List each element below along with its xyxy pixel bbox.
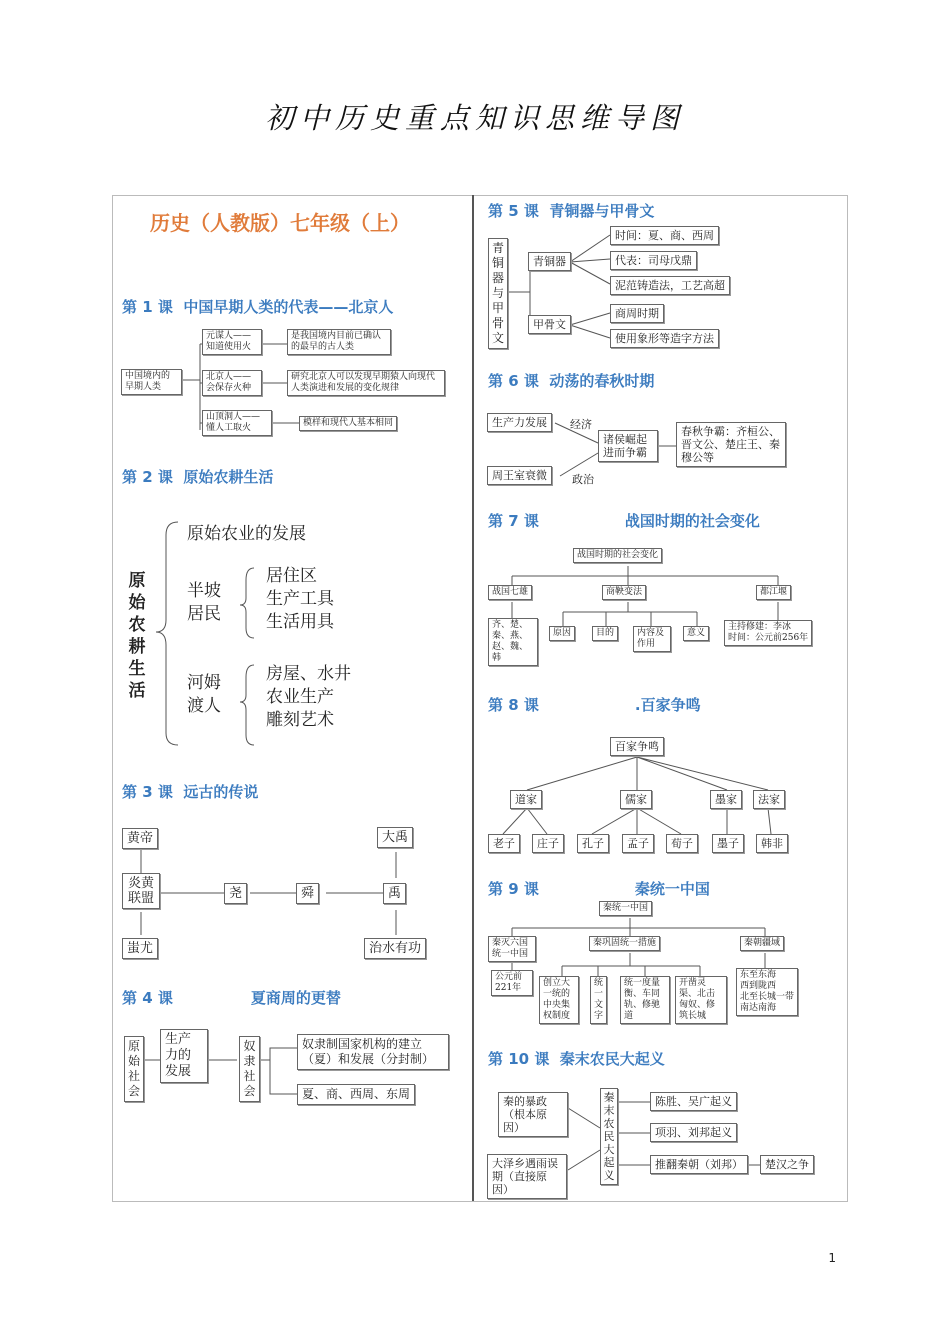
l1-root: 中国境内的早期人类 [121,369,182,395]
l8-root: 百家争鸣 [610,737,664,756]
lesson-number: 第 3 课 [122,783,173,801]
lesson-5-heading [488,200,654,221]
l7-neirong: 内容及作用 [633,626,671,652]
l2-hemudu-items: 房屋、水井 农业生产 雕刻艺术 [266,664,351,730]
l2-banpo-items: 居住区 生产工具 生活用具 [266,566,334,632]
l8-hanfei: 韩非 [756,834,788,853]
page-title: 初中历史重点知识思维导图 [264,101,685,135]
l5-qingtong: 青铜器 [528,252,571,271]
lesson-number: 第 4 课 [122,989,173,1007]
lesson-7-heading [488,510,760,531]
l7-yuanyin: 原因 [549,626,575,641]
l3-yanhuang: 炎黄联盟 [122,873,160,909]
lesson-name: 中国早期人类的代表——北京人 [183,298,394,316]
l3-zhishui: 治水有功 [364,938,426,959]
lesson-name: 原始农耕生活 [183,468,274,486]
lesson-3-heading [122,781,258,802]
l5-q2: 代表：司母戊鼎 [610,251,697,270]
lesson-name: 远古的传说 [183,783,259,801]
lesson-number: 第 8 课 [488,696,539,714]
lesson-name: .百家争鸣 [634,696,701,714]
l6-bazhu: 春秋争霸：齐桓公、晋文公、楚庄王、秦穆公等 [676,422,786,467]
lesson-number: 第 5 课 [488,202,539,220]
l8-zhuangzi: 庄子 [532,834,564,853]
lesson-number: 第 10 课 [488,1050,550,1068]
lesson-number: 第 9 课 [488,880,539,898]
page-number: 1 [828,1251,836,1265]
l4-dynasties: 夏、商、西周、东周 [297,1084,415,1105]
lesson-number: 第 6 课 [488,372,539,390]
l5-root: 青铜器与甲骨文 [488,238,508,349]
l3-shun: 舜 [296,883,319,904]
l9-root: 秦统一中国 [599,901,652,916]
lesson-8-heading [488,694,701,715]
l5-q1: 时间：夏、商、西周 [610,226,719,245]
l3-chiyou: 蚩尤 [122,938,158,959]
l8-fajia: 法家 [753,790,785,809]
l9-gonggu: 秦巩固统一措施 [589,936,660,951]
l2-vertical-title: 原始农耕生活 [128,571,146,701]
lesson-10-heading [488,1048,665,1069]
l9-miemie: 秦灭六国统一中国 [488,936,536,962]
l7-yiyi: 意义 [683,626,709,641]
l10-s3: 推翻秦朝（刘邦） [650,1155,748,1174]
lesson-name: 秦统一中国 [634,880,710,898]
l1-beijing-note: 研究北京人可以发现早期猿人向现代人类演进和发展的变化规律 [287,370,445,396]
l10-s2: 项羽、刘邦起义 [650,1123,737,1142]
l3-yao: 尧 [224,883,247,904]
l5-j2: 使用象形等造字方法 [610,329,719,348]
l9-m1: 创立大一统的中央集权制度 [539,976,579,1024]
lesson-9-heading [488,878,710,899]
lesson-name: 战国时期的社会变化 [624,512,760,530]
l6-zhuhou: 诸侯崛起进而争霸 [598,430,658,462]
lesson-number: 第 2 课 [122,468,173,486]
l2-agriculture-dev: 原始农业的发展 [187,524,306,544]
l5-jiagu: 甲骨文 [528,315,571,334]
l8-xunzi: 荀子 [666,834,698,853]
lesson-name: 秦末农民大起义 [559,1050,665,1068]
l5-q3: 泥范铸造法，工艺高超 [610,276,730,295]
l8-rujia: 儒家 [620,790,652,809]
lesson-name: 青铜器与甲骨文 [549,202,655,220]
l8-kongzi: 孔子 [577,834,609,853]
l8-laozi: 老子 [488,834,520,853]
l2-banpo: 半坡 居民 [187,581,221,624]
l1-yuanmou: 元谋人——知道使用火 [202,329,262,355]
l10-baozheng: 秦的暴政（根本原因） [498,1092,568,1137]
l10-root: 秦末农民大起义 [600,1088,618,1185]
lesson-name: 动荡的春秋时期 [549,372,655,390]
l7-qixiong: 战国七雄 [488,585,532,600]
l8-mozi: 墨子 [712,834,744,853]
l7-shangyang: 商鞅变法 [602,585,646,600]
l2-hemudu: 河姆 渡人 [187,673,221,716]
l7-root: 战国时期的社会变化 [573,548,662,563]
l6-zhengzhi: 政治 [572,473,594,486]
l4-shengchan: 生产力的发展 [160,1029,208,1083]
l7-mudi: 目的 [592,626,618,641]
lesson-6-heading [488,370,654,391]
l8-mengzi: 孟子 [622,834,654,853]
l6-jingji: 经济 [570,418,592,431]
l8-daojia: 道家 [510,790,542,809]
l9-m4: 开凿灵渠、北击匈奴、修筑长城 [675,976,727,1024]
l1-beijing: 北京人——会保存火种 [202,370,262,396]
l6-zhouwang: 周王室衰微 [487,466,552,485]
l9-m2: 统一文字 [590,976,607,1024]
l9-jiangyu-info: 东至东海 西到陇西 北至长城一带 南达南海 [736,968,798,1016]
l9-m3: 统一度量衡、车同轨、修驰道 [620,976,670,1024]
l4-nuli: 奴隶社会 [239,1036,260,1102]
l4-zhidu: 奴隶制国家机构的建立（夏）和发展（分封制） [297,1034,449,1070]
l10-s4: 楚汉之争 [760,1155,814,1174]
l1-shandingdong-note: 模样和现代人基本相同 [299,416,397,431]
lesson-number: 第 7 课 [488,512,539,530]
lesson-name: 夏商周的更替 [250,989,341,1007]
l3-dayu: 大禹 [377,827,413,848]
l1-yuanmou-note: 是我国境内目前已确认的最早的古人类 [287,329,391,355]
lesson-number: 第 1 课 [122,298,173,316]
l3-yu: 禹 [383,883,406,904]
l7-states: 齐、楚、秦、燕、赵、魏、韩 [488,618,538,666]
l1-shandingdong: 山顶洞人——懂人工取火 [202,410,272,436]
lesson-2-heading [122,466,273,487]
l10-dazexiang: 大泽乡遇雨误期（直接原因） [487,1154,567,1199]
l5-j1: 商周时期 [610,304,664,323]
l6-shengchan: 生产力发展 [487,413,552,432]
l4-yuanshi: 原始社会 [124,1036,144,1102]
l3-huangdi: 黄帝 [122,828,158,849]
l9-jiangyu: 秦朝疆域 [740,936,784,951]
l8-mojia: 墨家 [710,790,742,809]
l7-dujiang: 都江堰 [756,585,791,600]
l10-s1: 陈胜、吴广起义 [650,1092,737,1111]
lesson-4-heading [122,987,341,1008]
l7-dujiang-info: 主持修建：李冰 时间：公元前256年 [724,620,812,646]
lesson-1-heading [122,296,393,317]
book-title: 历史（人教版）七年级（上） [150,211,410,235]
l9-year: 公元前221年 [491,970,533,996]
